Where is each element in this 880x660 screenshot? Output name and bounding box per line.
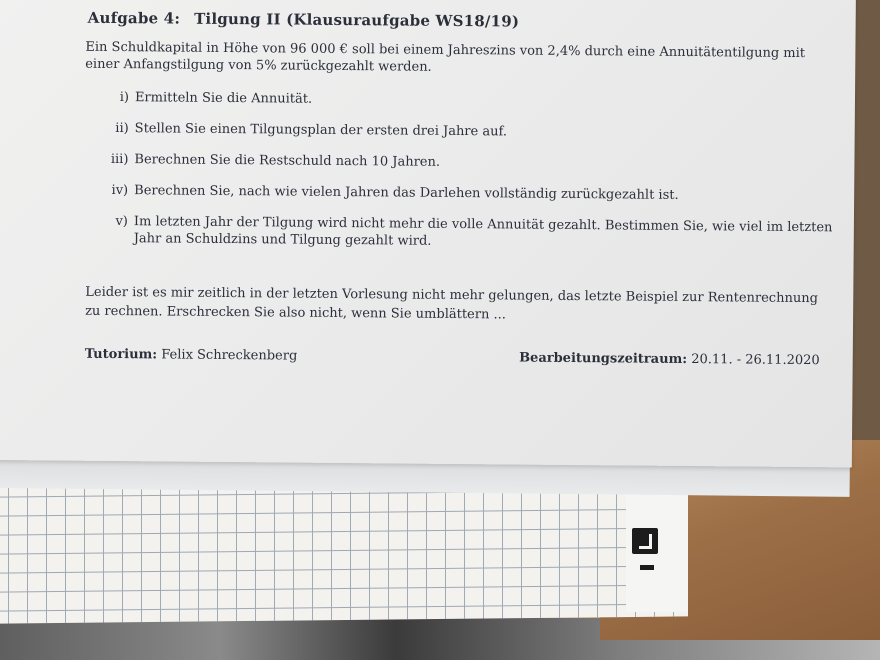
task-number: ii) (115, 121, 129, 137)
task-number: iii) (110, 151, 129, 168)
task-number: i) (119, 90, 130, 106)
notebook-mark-icon (640, 565, 654, 570)
task-text: Ermitteln Sie die Annuität. (134, 90, 313, 107)
tutorial-label: Tutorium: (84, 346, 158, 363)
task-item (84, 182, 834, 206)
exercise-title (88, 9, 836, 34)
task-text: Berechnen Sie, nach wie vielen Jahren das Darlehen vollständig zurückgezahlt ist. (134, 183, 679, 203)
task-text: Berechnen Sie die Restschuld nach 10 Jahren. (134, 152, 441, 170)
exercise-intro: Ein Schuldkapital in Höhe von 96 000 € soll bei einem Jahreszins von 2,4% durch eine Annuitätentilgung mit einer Anfangstilgung von 5% zurückgezahlt werden. (85, 39, 806, 75)
tutorial-info (85, 347, 298, 364)
task-list (84, 89, 835, 254)
tutorial-value: Felix Schreckenberg (161, 347, 298, 364)
task-item (85, 89, 835, 113)
task-text: Stellen Sie einen Tilgungsplan der ersten drei Jahre auf. (134, 121, 508, 140)
task-number: v) (115, 214, 128, 230)
period-label: Bearbeitungszeitraum: (519, 350, 688, 368)
lecture-note: Leider ist es mir zeitlich in der letzten Vorlesung nicht mehr gelungen, das letzte Beispiel zur Rentenrechnung zu rechnen. Erschrecken Sie also nicht, wenn Sie umblättern ... (85, 284, 818, 323)
notebook-logo-icon (632, 528, 658, 554)
period-info (519, 351, 820, 369)
task-text: Im letzten Jahr der Tilgung wird nicht mehr die volle Annuität gezahlt. Bestimmen Sie, wie viel im letzten Jahr an Schuldzins und Tilgung gezahlt wird. (133, 214, 833, 249)
sheet-content (83, 9, 836, 369)
exercise-number: Aufgabe 4: (87, 8, 181, 28)
task-item (85, 120, 835, 144)
sheet-footer (85, 347, 820, 368)
task-item (84, 151, 834, 175)
task-number: iv) (111, 182, 129, 199)
period-value: 20.11. - 26.11.2020 (691, 352, 820, 369)
task-item (84, 213, 834, 254)
exercise-name: Tilgung II (Klausuraufgabe WS18/19) (194, 9, 520, 31)
